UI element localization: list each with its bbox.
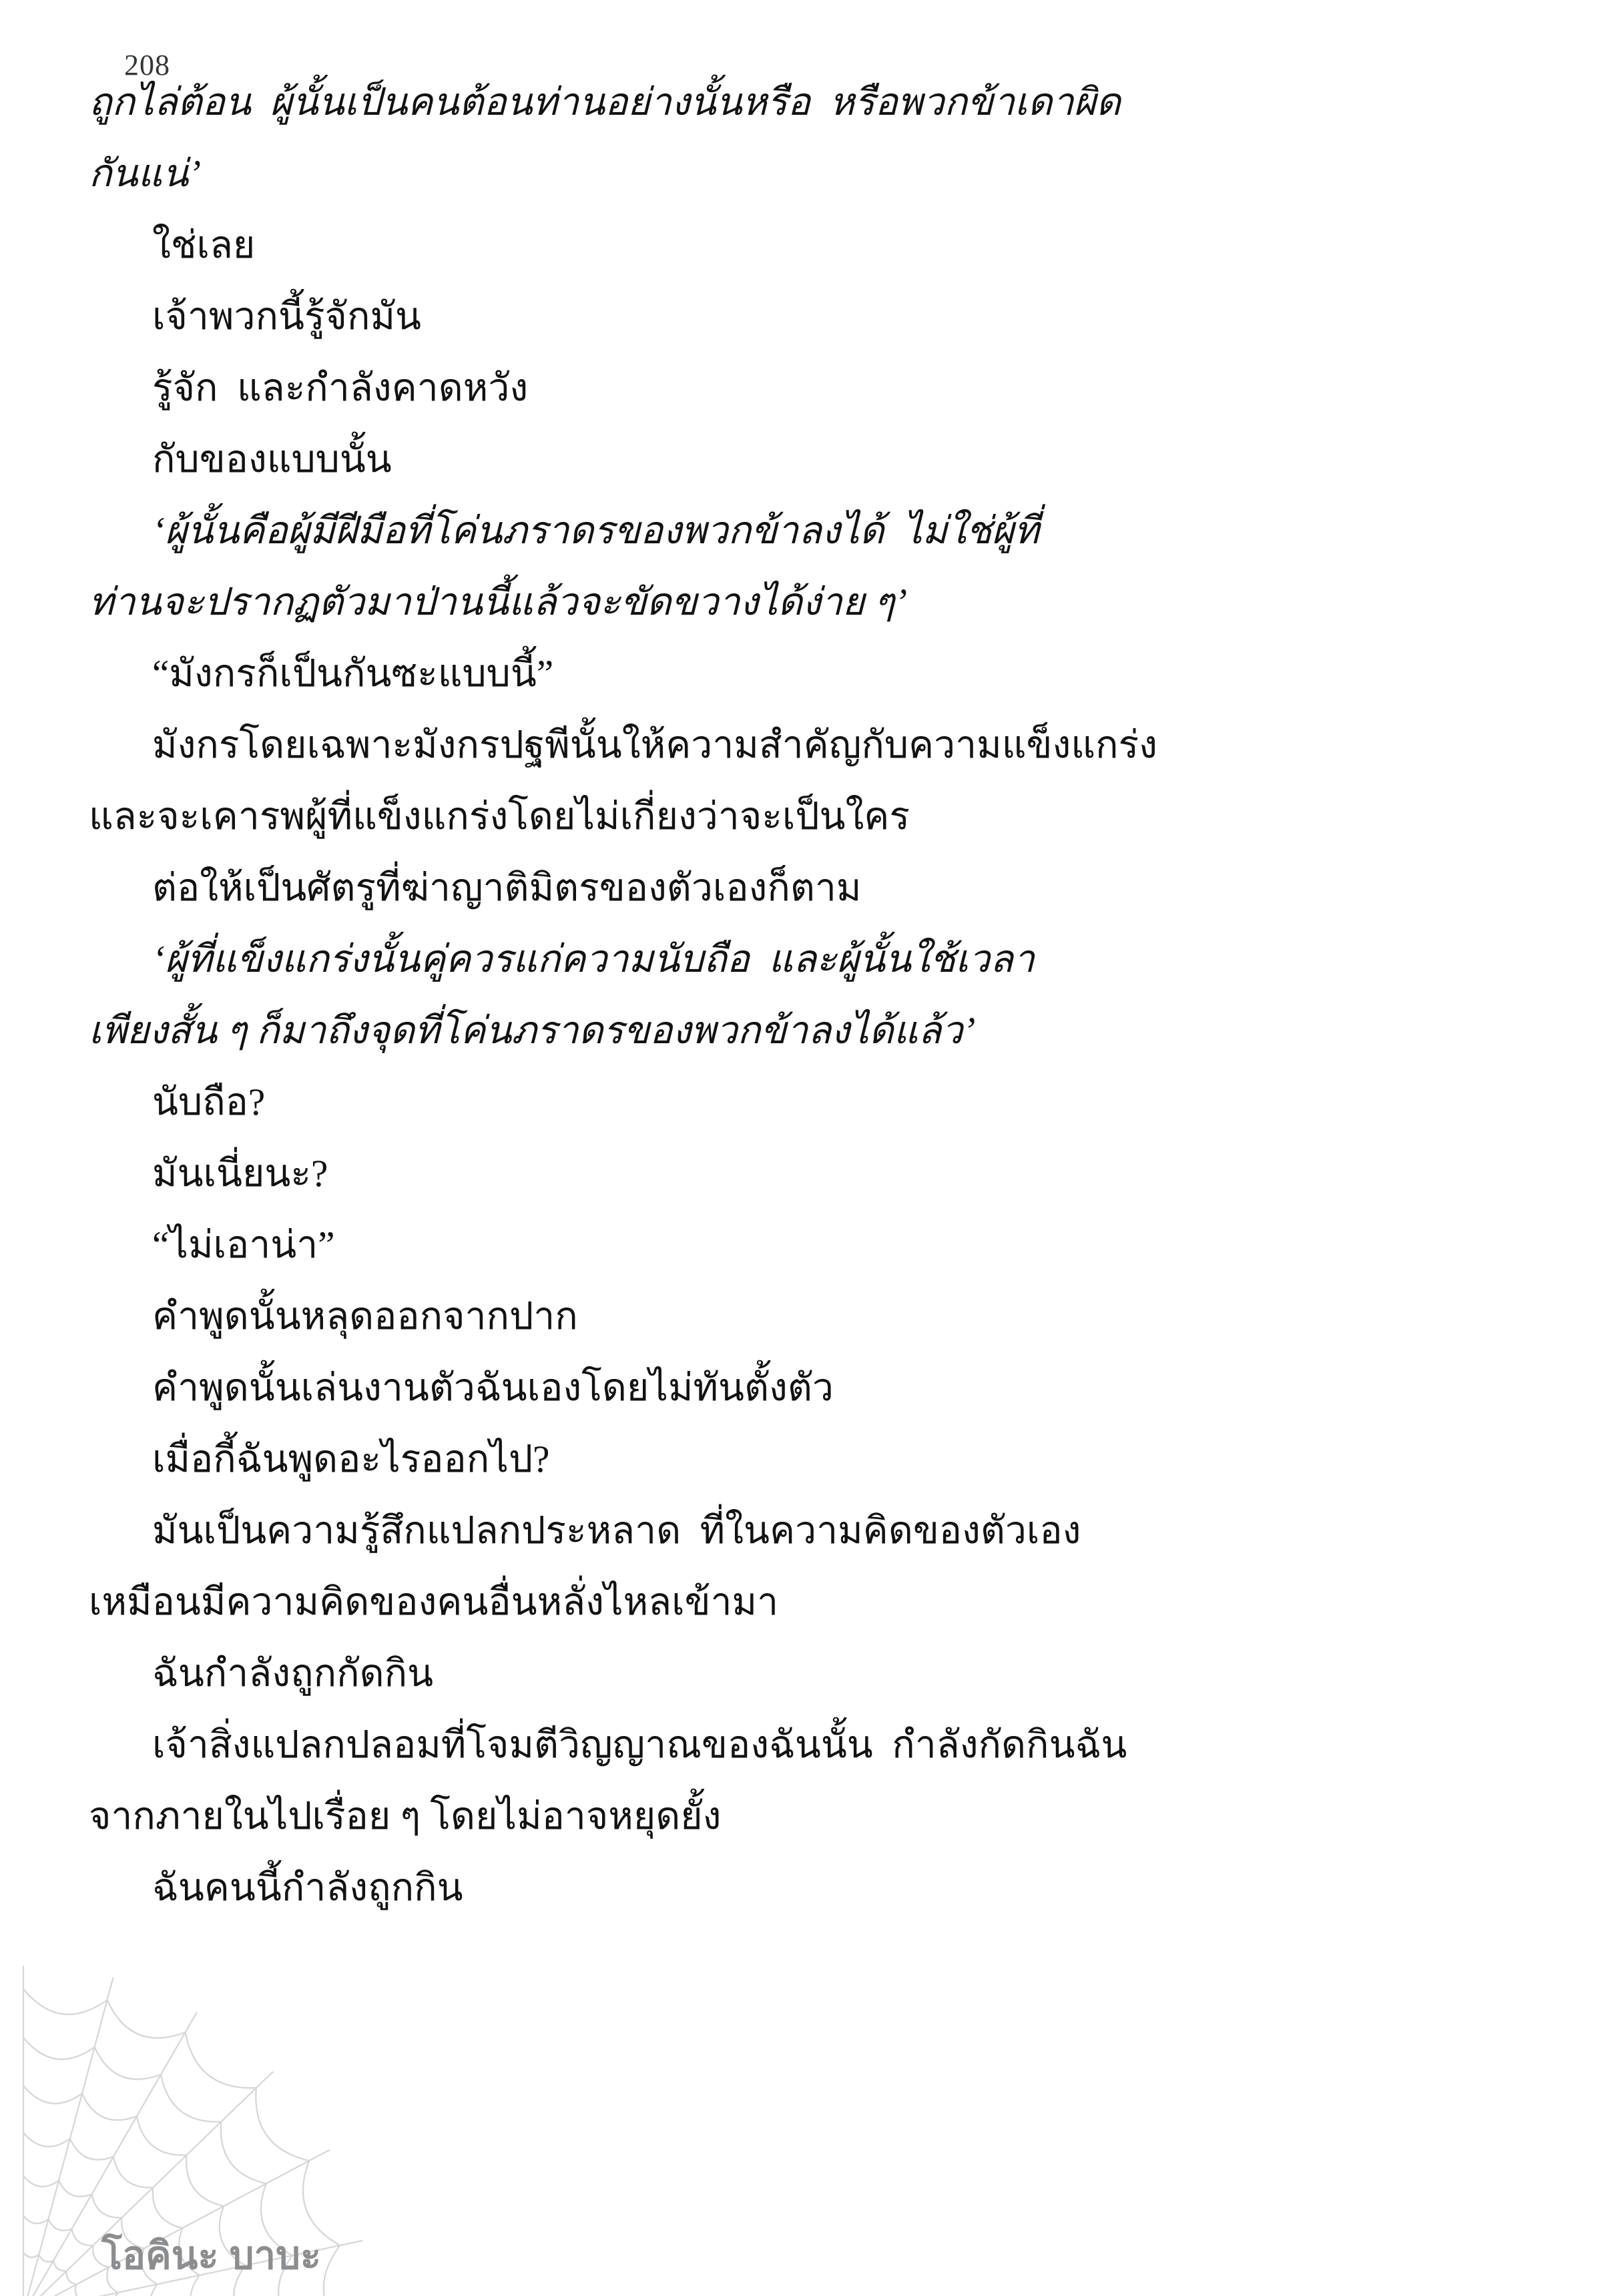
text-line: เจ้าพวกนี้รู้จักมัน <box>152 296 422 338</box>
text-line: คำพูดนั้นหลุดออกจากปาก <box>152 1296 578 1338</box>
text-line: เพียงสั้น ๆ ก็มาถึงจุดที่โค่นภราดรของพวกข้าลงได้แล้ว’ <box>89 1010 976 1052</box>
text-line: รู้จัก และกำลังคาดหวัง <box>152 367 529 409</box>
text-line: ต่อให้เป็นศัตรูที่ฆ่าญาติมิตรของตัวเองก็ตาม <box>152 867 862 909</box>
text-line: ใช่เลย <box>152 224 256 266</box>
text-line: กับของแบบนั้น <box>152 439 392 481</box>
text-line: กันแน่’ <box>89 153 202 195</box>
author-watermark: โอคินะ บาบะ <box>101 2234 322 2277</box>
text-line: เมื่อกี้ฉันพูดอะไรออกไป? <box>152 1438 550 1480</box>
text-line: เจ้าสิ่งแปลกปลอมที่โจมตีวิญญาณของฉันนั้น กำลังกัดกินฉัน <box>152 1724 1127 1766</box>
text-line: นับถือ? <box>152 1081 266 1123</box>
text-line: จากภายในไปเรื่อย ๆ โดยไม่อาจหยุดยั้ง <box>89 1795 722 1837</box>
text-line: คำพูดนั้นเล่นงานตัวฉันเองโดยไม่ทันตั้งตัว <box>152 1367 834 1409</box>
body-text <box>89 67 1529 1924</box>
text-line: ฉันกำลังถูกกัดกิน <box>152 1653 434 1695</box>
text-line: เหมือนมีความคิดของคนอื่นหลั่งไหลเข้ามา <box>89 1581 779 1623</box>
text-line: มันเป็นความรู้สึกแปลกประหลาด ที่ในความคิดของตัวเอง <box>152 1510 1081 1552</box>
text-line: ฉันคนนี้กำลังถูกกิน <box>152 1867 463 1909</box>
text-line: ‘ผู้ที่แข็งแกร่งนั้นคู่ควรแก่ความนับถือ และผู้นั้นใช้เวลา <box>152 938 1035 980</box>
text-line: มังกรโดยเฉพาะมังกรปฐพีนั้นให้ความสำคัญกับความแข็งแกร่ง <box>152 724 1157 766</box>
text-line: ถูกไล่ต้อน ผู้นั้นเป็นคนต้อนท่านอย่างนั้นหรือ หรือพวกข้าเดาผิด <box>89 81 1121 123</box>
text-line: มันเนี่ยนะ? <box>152 1153 328 1195</box>
text-line: ท่านจะปรากฏตัวมาป่านนี้แล้วจะขัดขวางได้ง่าย ๆ’ <box>89 581 908 623</box>
text-line: “มังกรก็เป็นกันซะแบบนี้” <box>152 653 554 695</box>
text-line: “ไม่เอาน่า” <box>152 1224 335 1266</box>
page-number: 208 <box>124 49 170 81</box>
text-line: ‘ผู้นั้นคือผู้มีฝีมือที่โค่นภราดรของพวกข้าลงได้ ไม่ใช่ผู้ที่ <box>152 510 1039 552</box>
text-line: และจะเคารพผู้ที่แข็งแกร่งโดยไม่เกี่ยงว่าจะเป็นใคร <box>89 796 910 838</box>
